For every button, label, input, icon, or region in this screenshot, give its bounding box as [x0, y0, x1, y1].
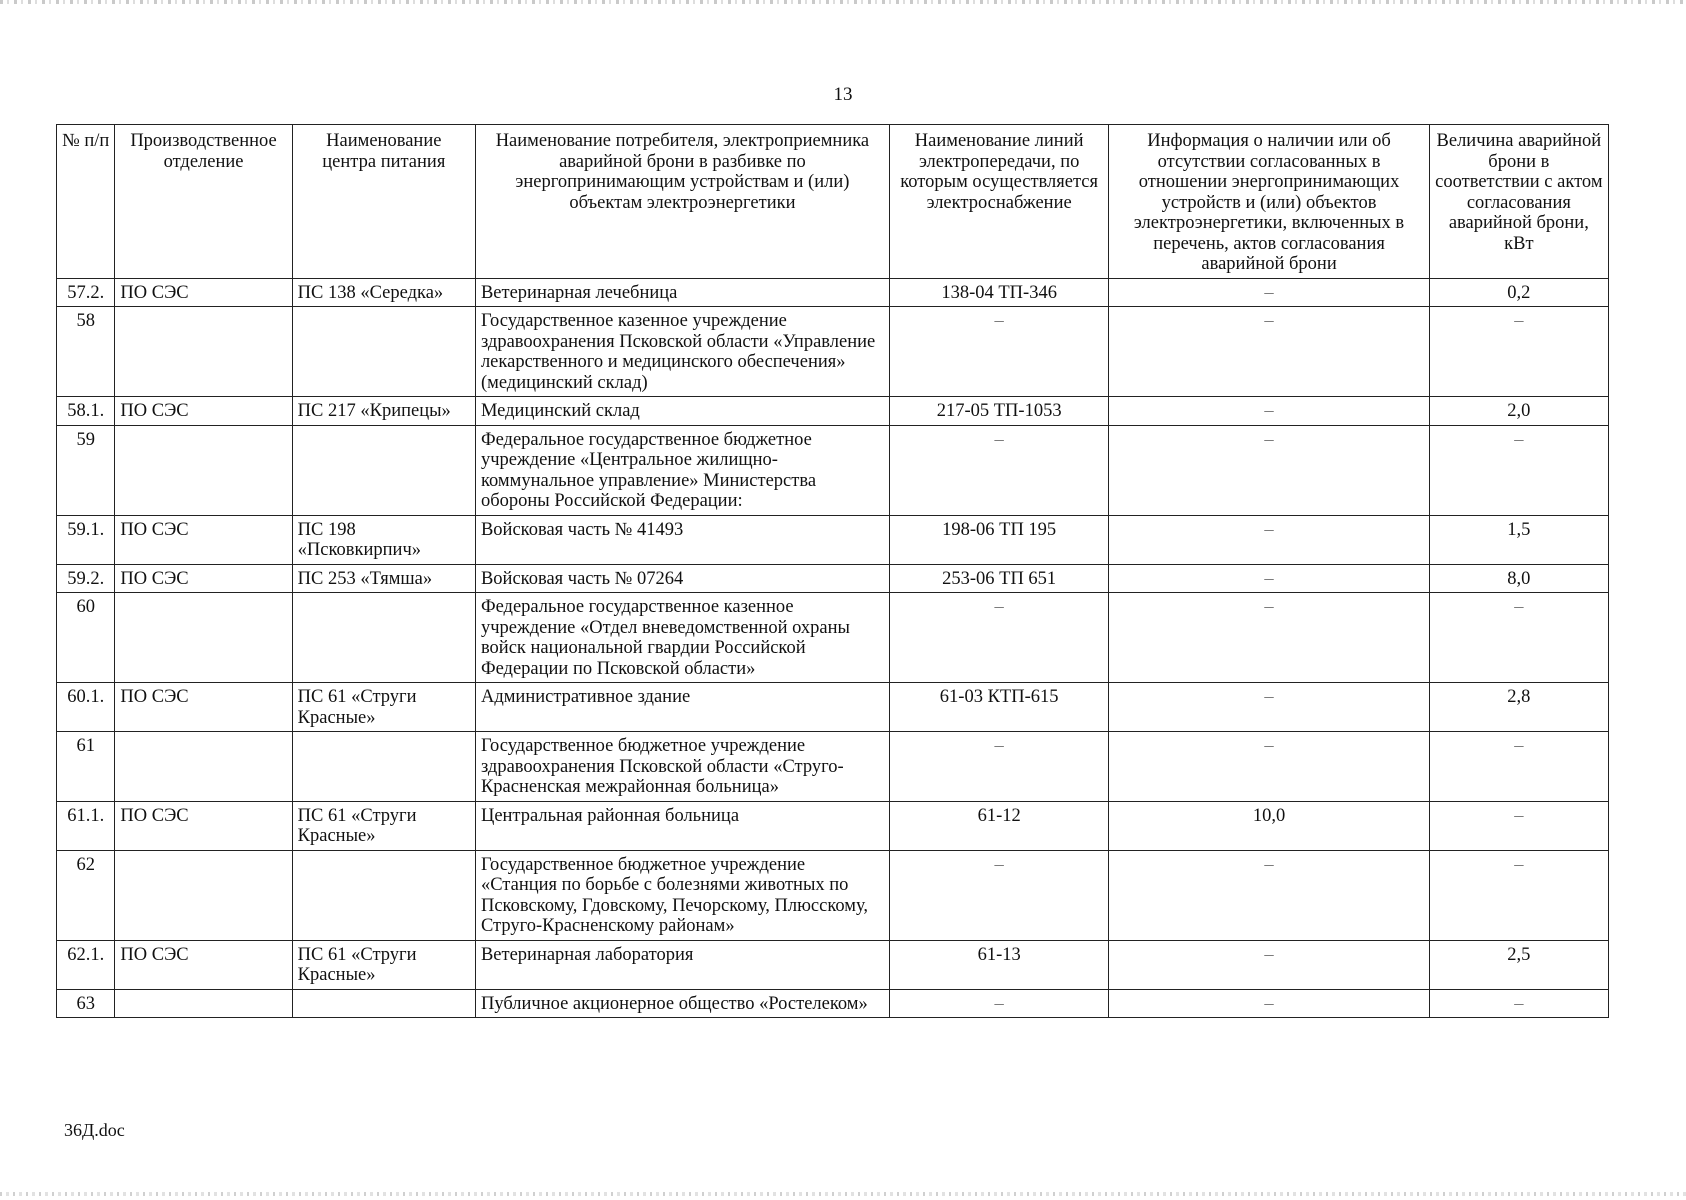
cell-center: [292, 425, 475, 515]
cell-value: 2,5: [1429, 940, 1608, 989]
table-row: [57, 683, 1609, 732]
cell-line: –: [889, 732, 1109, 802]
cell-value: –: [1429, 801, 1608, 850]
table-row: [57, 307, 1609, 397]
cell-dept: [115, 307, 292, 397]
cell-value: –: [1429, 850, 1608, 940]
cell-consumer: Государственное казенное учреждение здравоохранения Псковской области «Управление лекарственного и медицинского обеспечения» (медицинский склад): [475, 307, 889, 397]
table-row: [57, 850, 1609, 940]
cell-line: 217-05 ТП-1053: [889, 397, 1109, 426]
cell-value: –: [1429, 989, 1608, 1018]
cell-dept: ПО СЭС: [115, 278, 292, 307]
cell-center: ПС 217 «Крипецы»: [292, 397, 475, 426]
header-center: Наименование центра питания: [292, 125, 475, 279]
table-row: [57, 732, 1609, 802]
cell-dept: [115, 425, 292, 515]
table-row: [57, 940, 1609, 989]
table-header-row: [57, 125, 1609, 279]
cell-line: –: [889, 989, 1109, 1018]
cell-num: 61: [57, 732, 115, 802]
cell-consumer: Войсковая часть № 41493: [475, 515, 889, 564]
cell-center: ПС 138 «Середка»: [292, 278, 475, 307]
scan-edge-bottom: [0, 1192, 1686, 1196]
cell-consumer: Государственное бюджетное учреждение здравоохранения Псковской области «Струго-Красненская межрайонная больница»: [475, 732, 889, 802]
cell-info: –: [1109, 683, 1429, 732]
cell-line: 198-06 ТП 195: [889, 515, 1109, 564]
cell-info: –: [1109, 515, 1429, 564]
cell-line: 61-03 КТП-615: [889, 683, 1109, 732]
cell-info: 10,0: [1109, 801, 1429, 850]
cell-consumer: Публичное акционерное общество «Ростелеком»: [475, 989, 889, 1018]
header-dept: Производственное отделение: [115, 125, 292, 279]
cell-info: –: [1109, 564, 1429, 593]
table-row: [57, 278, 1609, 307]
cell-num: 58: [57, 307, 115, 397]
emergency-reserve-table: [56, 124, 1609, 1018]
cell-line: –: [889, 850, 1109, 940]
cell-dept: ПО СЭС: [115, 683, 292, 732]
cell-dept: ПО СЭС: [115, 801, 292, 850]
cell-num: 60.1.: [57, 683, 115, 732]
cell-num: 61.1.: [57, 801, 115, 850]
table-row: [57, 425, 1609, 515]
cell-consumer: Федеральное государственное казенное учреждение «Отдел вневедомственной охраны войск национальной гвардии Российской Федерации по Псковской области»: [475, 593, 889, 683]
cell-value: 2,8: [1429, 683, 1608, 732]
cell-info: –: [1109, 307, 1429, 397]
cell-center: [292, 307, 475, 397]
cell-value: –: [1429, 425, 1608, 515]
table-row: [57, 801, 1609, 850]
table-row: [57, 397, 1609, 426]
header-num: № п/п: [57, 125, 115, 279]
cell-line: –: [889, 593, 1109, 683]
cell-center: [292, 593, 475, 683]
cell-consumer: Государственное бюджетное учреждение «Станция по борьбе с болезнями животных по Псковскому, Гдовскому, Печорскому, Плюсскому, Струго-Красненскому районам»: [475, 850, 889, 940]
cell-dept: ПО СЭС: [115, 564, 292, 593]
header-info: Информация о наличии или об отсутствии согласованных в отношении энергопринимающих устройств и (или) объектов электроэнергетики, включенных в перечень, актов согласования аварийной брони: [1109, 125, 1429, 279]
cell-value: 0,2: [1429, 278, 1608, 307]
cell-center: ПС 61 «Струги Красные»: [292, 940, 475, 989]
table-row: [57, 989, 1609, 1018]
cell-info: –: [1109, 940, 1429, 989]
cell-center: ПС 61 «Струги Красные»: [292, 801, 475, 850]
cell-line: 138-04 ТП-346: [889, 278, 1109, 307]
cell-dept: [115, 989, 292, 1018]
cell-value: 2,0: [1429, 397, 1608, 426]
cell-num: 63: [57, 989, 115, 1018]
cell-line: –: [889, 307, 1109, 397]
cell-center: [292, 850, 475, 940]
header-consumer: Наименование потребителя, электроприемника аварийной брони в разбивке по энергопринимающим устройствам и (или) объектам электроэнергетики: [475, 125, 889, 279]
cell-dept: ПО СЭС: [115, 397, 292, 426]
cell-info: –: [1109, 593, 1429, 683]
cell-info: –: [1109, 278, 1429, 307]
scan-edge-top: [0, 0, 1686, 4]
cell-dept: ПО СЭС: [115, 940, 292, 989]
cell-num: 57.2.: [57, 278, 115, 307]
cell-num: 59: [57, 425, 115, 515]
cell-info: –: [1109, 989, 1429, 1018]
cell-consumer: Медицинский склад: [475, 397, 889, 426]
cell-consumer: Административное здание: [475, 683, 889, 732]
cell-dept: [115, 593, 292, 683]
cell-num: 59.1.: [57, 515, 115, 564]
cell-value: 8,0: [1429, 564, 1608, 593]
cell-num: 62.1.: [57, 940, 115, 989]
cell-consumer: Центральная районная больница: [475, 801, 889, 850]
cell-center: ПС 253 «Тямша»: [292, 564, 475, 593]
cell-consumer: Ветеринарная лечебница: [475, 278, 889, 307]
header-value: Величина аварийной брони в соответствии с актом согласования аварийной брони, кВт: [1429, 125, 1608, 279]
table-row: [57, 515, 1609, 564]
table-row: [57, 593, 1609, 683]
cell-line: 61-12: [889, 801, 1109, 850]
cell-dept: [115, 850, 292, 940]
cell-num: 62: [57, 850, 115, 940]
cell-center: ПС 198 «Псковкирпич»: [292, 515, 475, 564]
cell-line: 253-06 ТП 651: [889, 564, 1109, 593]
cell-center: [292, 989, 475, 1018]
page-number: 13: [833, 84, 853, 105]
cell-dept: [115, 732, 292, 802]
header-line: Наименование линий электропередачи, по которым осуществляется электроснабжение: [889, 125, 1109, 279]
cell-dept: ПО СЭС: [115, 515, 292, 564]
cell-info: –: [1109, 425, 1429, 515]
cell-consumer: Ветеринарная лаборатория: [475, 940, 889, 989]
cell-info: –: [1109, 732, 1429, 802]
cell-info: –: [1109, 850, 1429, 940]
cell-value: 1,5: [1429, 515, 1608, 564]
cell-line: –: [889, 425, 1109, 515]
cell-value: –: [1429, 307, 1608, 397]
cell-info: –: [1109, 397, 1429, 426]
cell-num: 58.1.: [57, 397, 115, 426]
table-row: [57, 564, 1609, 593]
cell-center: ПС 61 «Струги Красные»: [292, 683, 475, 732]
table-body: [57, 278, 1609, 1018]
cell-value: –: [1429, 732, 1608, 802]
footer-filename: 36Д.doc: [64, 1120, 125, 1140]
cell-consumer: Войсковая часть № 07264: [475, 564, 889, 593]
cell-num: 59.2.: [57, 564, 115, 593]
cell-value: –: [1429, 593, 1608, 683]
cell-line: 61-13: [889, 940, 1109, 989]
cell-consumer: Федеральное государственное бюджетное учреждение «Центральное жилищно-коммунальное управление» Министерства обороны Российской Федерации:: [475, 425, 889, 515]
cell-num: 60: [57, 593, 115, 683]
cell-center: [292, 732, 475, 802]
